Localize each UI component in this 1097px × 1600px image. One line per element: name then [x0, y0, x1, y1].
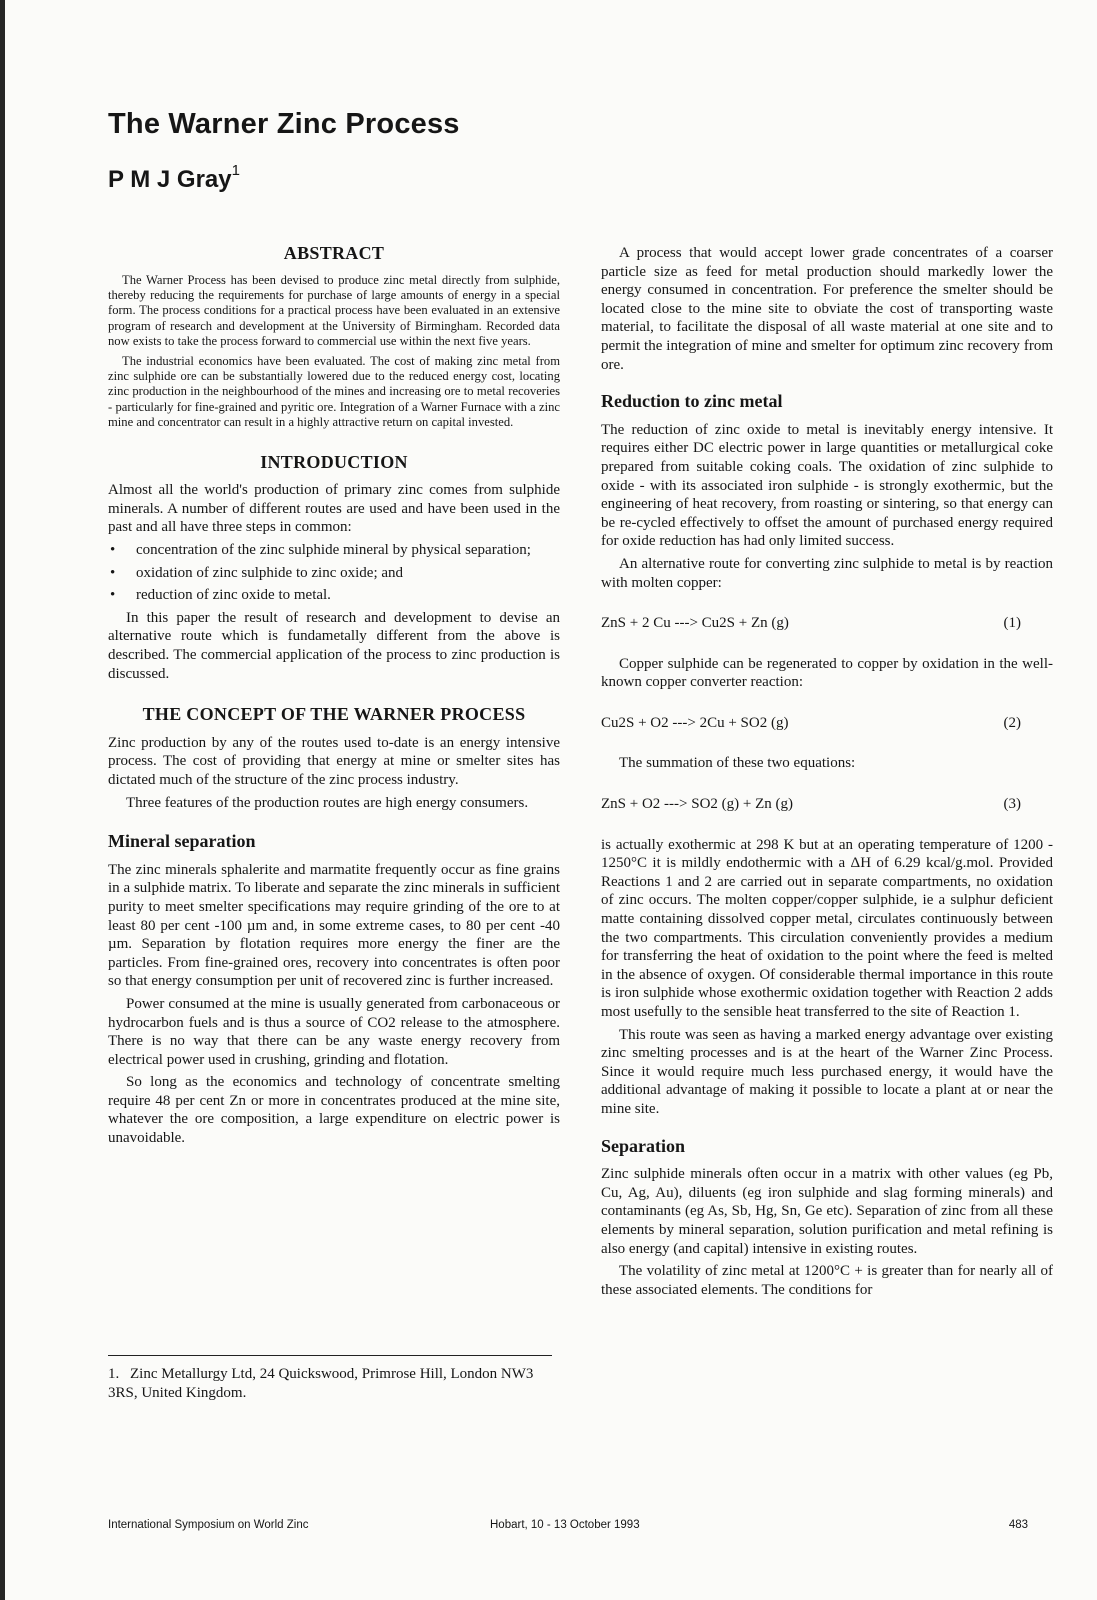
equation-2: [601, 714, 1053, 733]
separation-paragraph-1: Zinc sulphide minerals often occur in a matrix with other values (eg Pb, Cu, Ag, Au), diluents (eg iron sulphide and slag forming minerals) and contaminants (eg As, Sb, Hg, Sn, Ge etc). Separation of zinc from all these elements by mineral separation, solution purification and metal refining is also energy (and capital) intensive in existing routes.: [601, 1166, 1053, 1257]
equation-1-expression: ZnS + 2 Cu ---> Cu2S + Zn (g): [601, 615, 789, 632]
left-column: [108, 244, 560, 1148]
mineral-separation-paragraph-3: So long as the economics and technology of concentrate smelting require 48 per cent Zn or more in concentrates produced at the mine site, whatever the ore composition, a large expenditure on electric power is unavoidable.: [108, 1074, 560, 1147]
concept-heading: THE CONCEPT OF THE WARNER PROCESS: [142, 704, 526, 725]
introduction-bullet-list: [108, 541, 560, 605]
page-title: The Warner Zinc Process: [108, 108, 460, 140]
mineral-separation-paragraph-1: The zinc minerals sphalerite and marmatite frequently occur as fine grains in a sulphide matrix. To liberate and separate the zinc minerals in sufficient purity to meet smelter specifications may require grinding of the ore to at least 80 per cent -100 µm and, in some extreme cases, to 80 per cent -40 µm. Separation by flotation requires more energy the finer are the particles. From fine-grained ores, recovery into concentrates is often poor so that energy consumption per unit of recovered zinc is further increased.: [108, 861, 560, 990]
separation-paragraph-2: The volatility of zinc metal at 1200°C + is greater than for nearly all of these associated elements. The conditions for: [601, 1263, 1053, 1298]
bullet-text: reduction of zinc oxide to metal.: [136, 587, 331, 604]
footnote-text: Zinc Metallurgy Ltd, 24 Quickswood, Primrose Hill, London NW3 3RS, United Kingdom.: [108, 1366, 534, 1401]
page-number: 483: [1008, 1519, 1028, 1531]
equation-2-number: (2): [1003, 714, 1021, 731]
concept-paragraph-2: Three features of the production routes are high energy consumers.: [126, 794, 529, 811]
abstract-paragraph-2: The industrial economics have been evaluated. The cost of making zinc metal from zinc sulphide ore can be substantially lowered due to the reduced energy cost, locating zinc production in the neighbourhood of the mines and increasing ore to metal recoveries - particularly for fine-grained and pyritic ore. Integration of a Warner Furnace with a zinc mine and concentrator can result in a highly attractive return on capital invested.: [108, 353, 560, 430]
list-item: [108, 541, 560, 560]
equation-3: [601, 795, 1053, 814]
footer-location-date: Hobart, 10 - 13 October 1993: [490, 1519, 640, 1531]
equation-1-number: (1): [1003, 615, 1021, 632]
right-column: [601, 244, 1053, 1299]
introduction-heading: INTRODUCTION: [260, 451, 408, 472]
reduction-paragraph-1: The reduction of zinc oxide to metal is inevitably energy intensive. It requires either DC electric power in large quantities or metallurgical coke prepared from suitable coking coals. The oxidation of zinc sulphide to oxide - with its associated iron sulphide - is strongly exothermic, but the engineering of heat recovery, from roasting or sintering, so that energy can be re-cycled effectively to offset the amount of purchased energy required for oxide reduction has had only limited success.: [601, 421, 1053, 550]
mineral-separation-paragraph-2: Power consumed at the mine is usually generated from carbonaceous or hydrocarbon fuels and is thus a source of CO2 release to the atmosphere. There is no way that there can be any waste energy recovery from electrical power used in crushing, grinding and flotation.: [108, 995, 560, 1068]
page-footer: [108, 1519, 1028, 1539]
footer-symposium: International Symposium on World Zinc: [108, 1519, 309, 1531]
equation-3-number: (3): [1003, 796, 1021, 813]
author-name-text: P M J Gray: [108, 166, 232, 193]
concept-paragraph-1: Zinc production by any of the routes used to-date is an energy intensive process. The cost of providing that energy at mine or smelter sites has dictated much of the structure of the zinc process industry.: [108, 734, 560, 788]
equation-1: [601, 614, 1053, 633]
author-name: [108, 162, 240, 194]
introduction-closing: In this paper the result of research and development to devise an alternative route which is fundametally different from the above is described. The commercial application of the process to zinc production is discussed.: [108, 609, 560, 682]
abstract-paragraph-1: The Warner Process has been devised to produce zinc metal directly from sulphide, thereby reducing the requirements for purchase of large amounts of energy in a special form. The process conditions for a practical process have been evaluated in an extensive program of research and development at the University of Birmingham. Recorded data now exists to take the process forward to commercial use within the next five years.: [108, 272, 560, 349]
reduction-paragraph-3: Copper sulphide can be regenerated to copper by oxidation in the well-known copper converter reaction:: [601, 655, 1053, 691]
author-footnote-mark: 1: [231, 162, 240, 179]
bullet-icon: •: [110, 542, 116, 559]
reduction-paragraph-5: is actually exothermic at 298 K but at an operating temperature of 1200 - 1250°C it is mildly endothermic with a ΔH of 6.29 kcal/g.mol. Provided Reactions 1 and 2 are carried out in separate compartments, no oxidation of zinc occurs. The molten copper/copper sulphide, ie a sulphur deficient matte containing dissolved copper metal, circulates continuously between the two compartments. This circulation conveniently provides a medium for transferring the heat of oxidation to the point where the feed is melted in the absence of oxygen. Of considerable thermal importance in this route is iron sulphide whose exothermic oxidation together with Reaction 2 adds most usefully to the sensible heat transferred to the site of Reaction 1.: [601, 836, 1053, 1020]
scan-edge-line: [0, 0, 5, 1600]
reduction-paragraph-2: An alternative route for converting zinc sulphide to metal is by reaction with molten copper:: [601, 555, 1053, 591]
bullet-icon: •: [110, 564, 116, 581]
list-item: [108, 586, 560, 605]
bullet-icon: •: [110, 587, 116, 604]
equation-3-expression: ZnS + O2 ---> SO2 (g) + Zn (g): [601, 796, 794, 813]
equation-2-expression: Cu2S + O2 ---> 2Cu + SO2 (g): [601, 714, 789, 731]
separation-heading: Separation: [601, 1135, 686, 1156]
footnote-number: 1.: [108, 1366, 120, 1382]
abstract-body: [108, 273, 560, 431]
footnote: [108, 1365, 560, 1402]
reduction-paragraph-6: This route was seen as having a marked energy advantage over existing zinc smelting processes and is at the heart of the Warner Zinc Process. Since it would require much less purchased energy, it would have the additional advantage of making it possible to locate a plant at or near the mine site.: [601, 1026, 1053, 1117]
footnote-rule: [108, 1355, 552, 1356]
bullet-text: concentration of the zinc sulphide mineral by physical separation;: [136, 542, 531, 559]
abstract-heading: ABSTRACT: [283, 243, 385, 263]
reduction-paragraph-4: The summation of these two equations:: [619, 755, 856, 772]
right-intro-paragraph: A process that would accept lower grade concentrates of a coarser particle size as feed for metal production should markedly lower the energy consumed in concentration. For preference the smelter should be located close to the mine site to obviate the cost of transporting waste material, to facilitate the disposal of all waste material at one site and to permit the integration of mine and smelter for optimum zinc recovery from ore.: [601, 245, 1053, 373]
bullet-text: oxidation of zinc sulphide to zinc oxide; and: [136, 564, 404, 581]
introduction-lead: Almost all the world's production of primary zinc comes from sulphide minerals. A number of different routes are used and have been used in the past and all have three steps in common:: [108, 482, 560, 536]
list-item: [108, 564, 560, 583]
mineral-separation-heading: Mineral separation: [108, 831, 256, 852]
reduction-heading: Reduction to zinc metal: [601, 391, 783, 412]
